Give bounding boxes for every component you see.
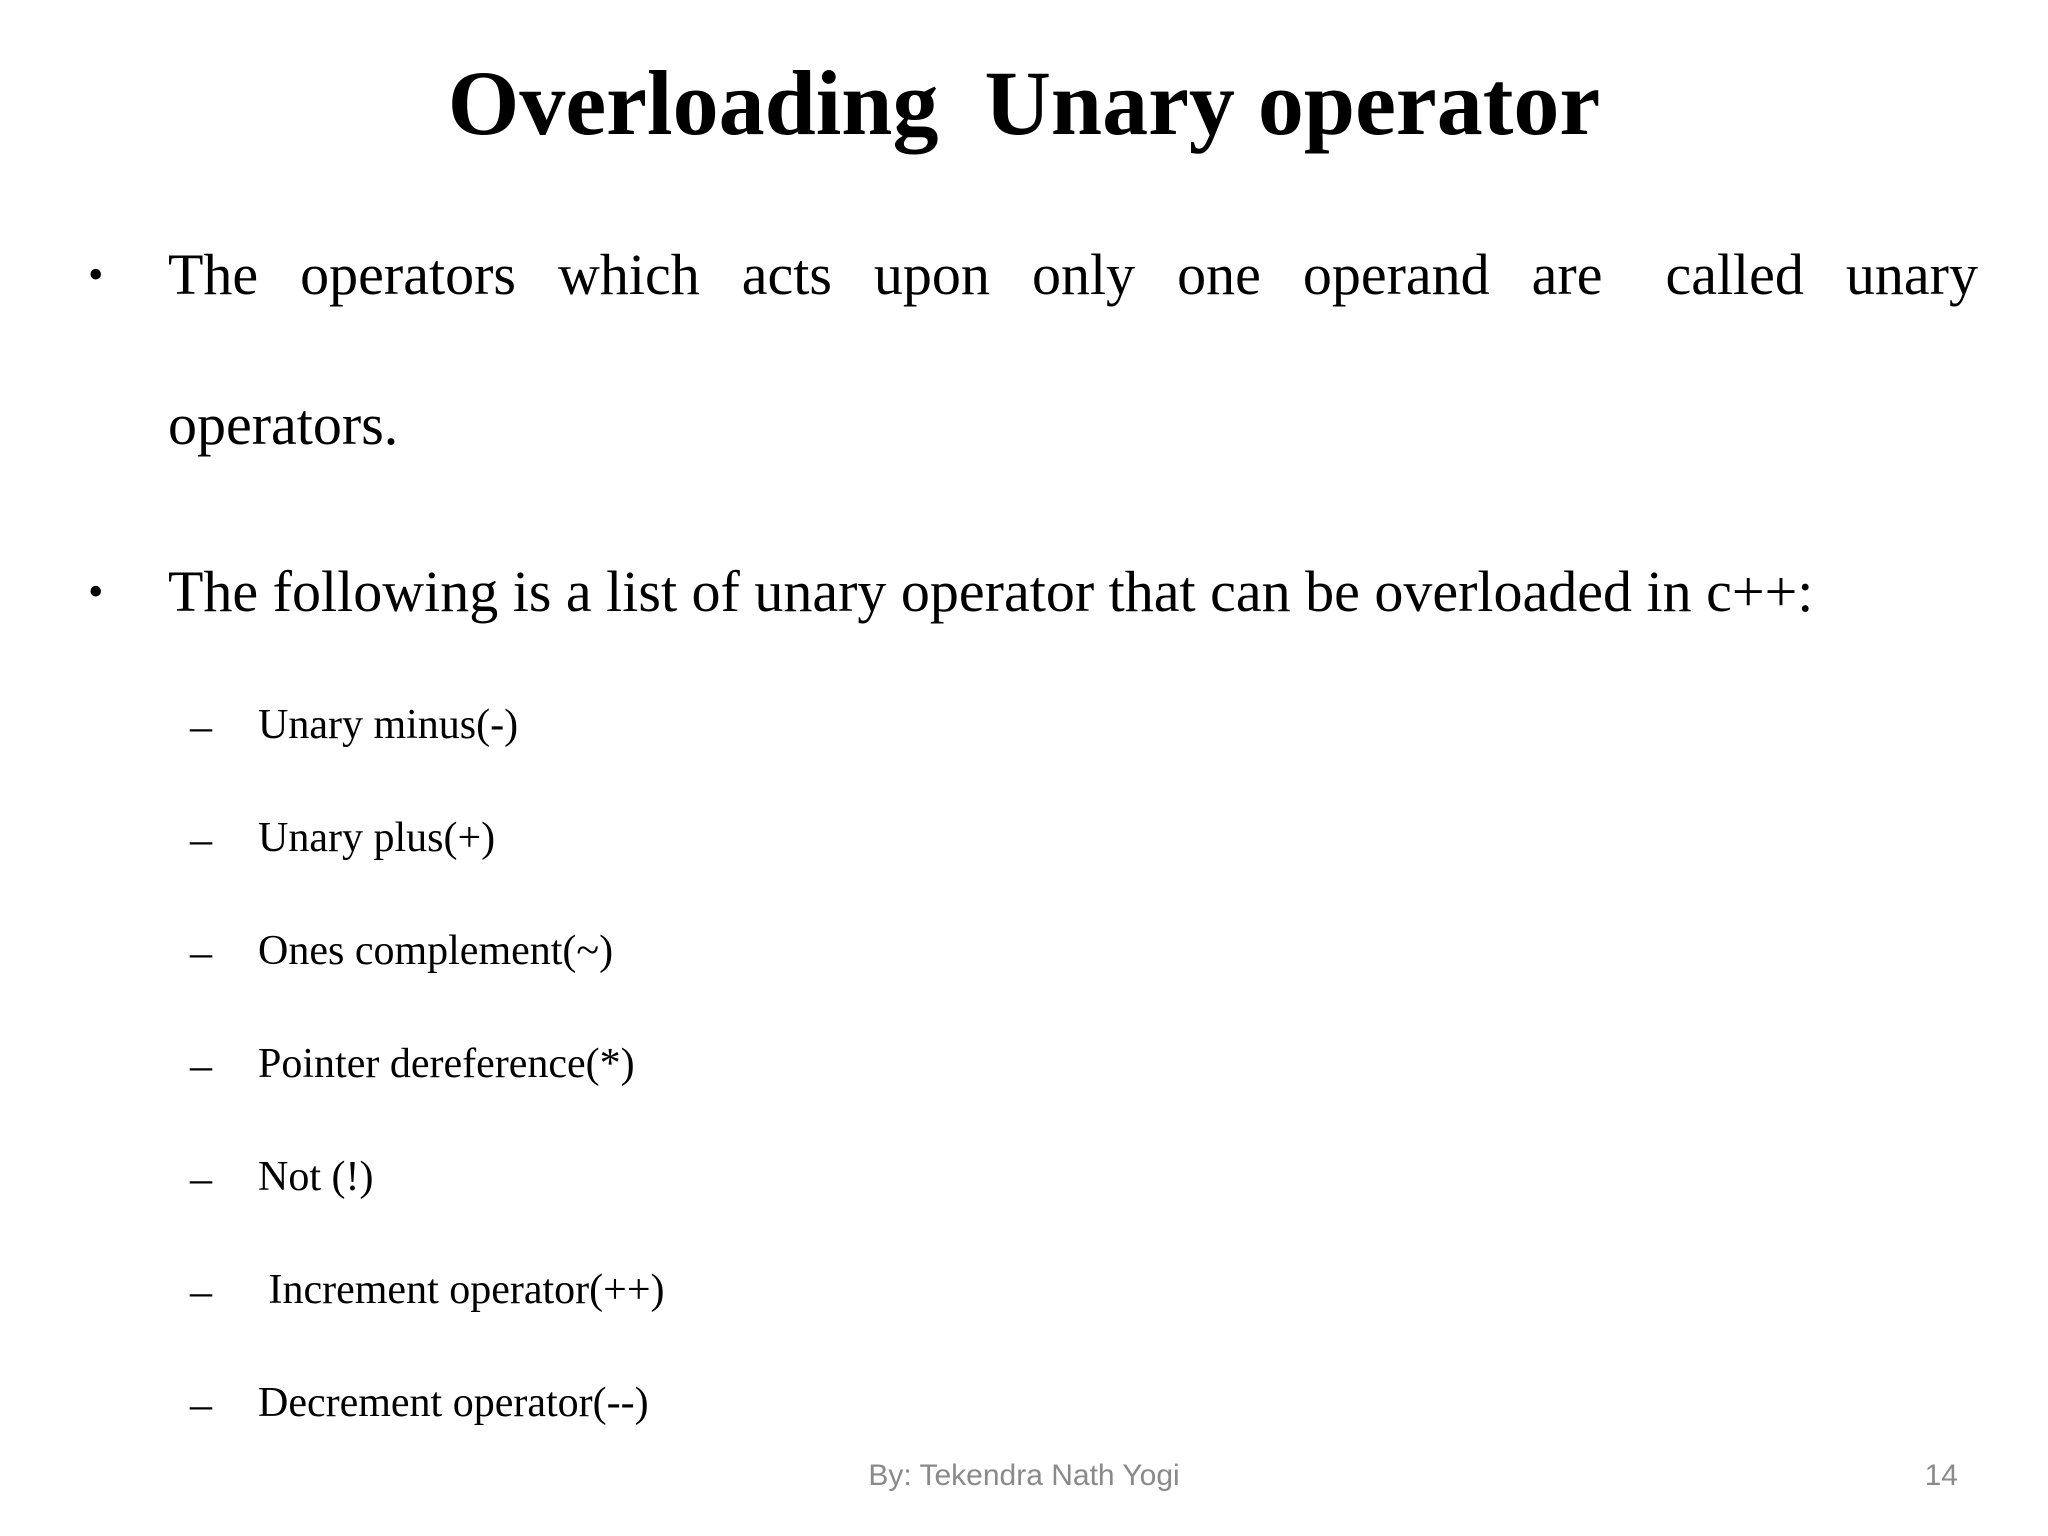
dash-icon: – [190,1267,212,1316]
bullet-icon: • [88,250,104,299]
dash-icon: – [190,702,212,751]
bullet-2-line-1: The following is a list of unary operator that can be overloaded in c++: [168,559,1814,624]
page-number: 14 [1924,1459,1958,1492]
slide-title: Overloading Unary operator [447,52,1601,154]
bullet-icon: • [88,567,104,616]
list-item-increment-operator: Increment operator(++) [258,1267,665,1313]
list-item-unary-plus: Unary plus(+) [258,815,496,861]
dash-icon: – [190,1041,212,1090]
footer-author: By: Tekendra Nath Yogi [868,1459,1180,1492]
dash-icon: – [190,1380,212,1429]
list-item-pointer-dereference: Pointer dereference(*) [258,1041,635,1087]
list-item-decrement-operator: Decrement operator(--) [258,1380,649,1426]
list-item-not: Not (!) [258,1154,374,1200]
bullet-1-line-1: The operators which acts upon only one operand are called unary [168,242,1978,307]
bullet-1-line-2: operators. [168,392,399,457]
dash-icon: – [190,1154,212,1203]
list-item-ones-complement: Ones complement(~) [258,928,614,974]
dash-icon: – [190,928,212,977]
list-item-unary-minus: Unary minus(-) [258,702,519,748]
dash-icon: – [190,815,212,864]
